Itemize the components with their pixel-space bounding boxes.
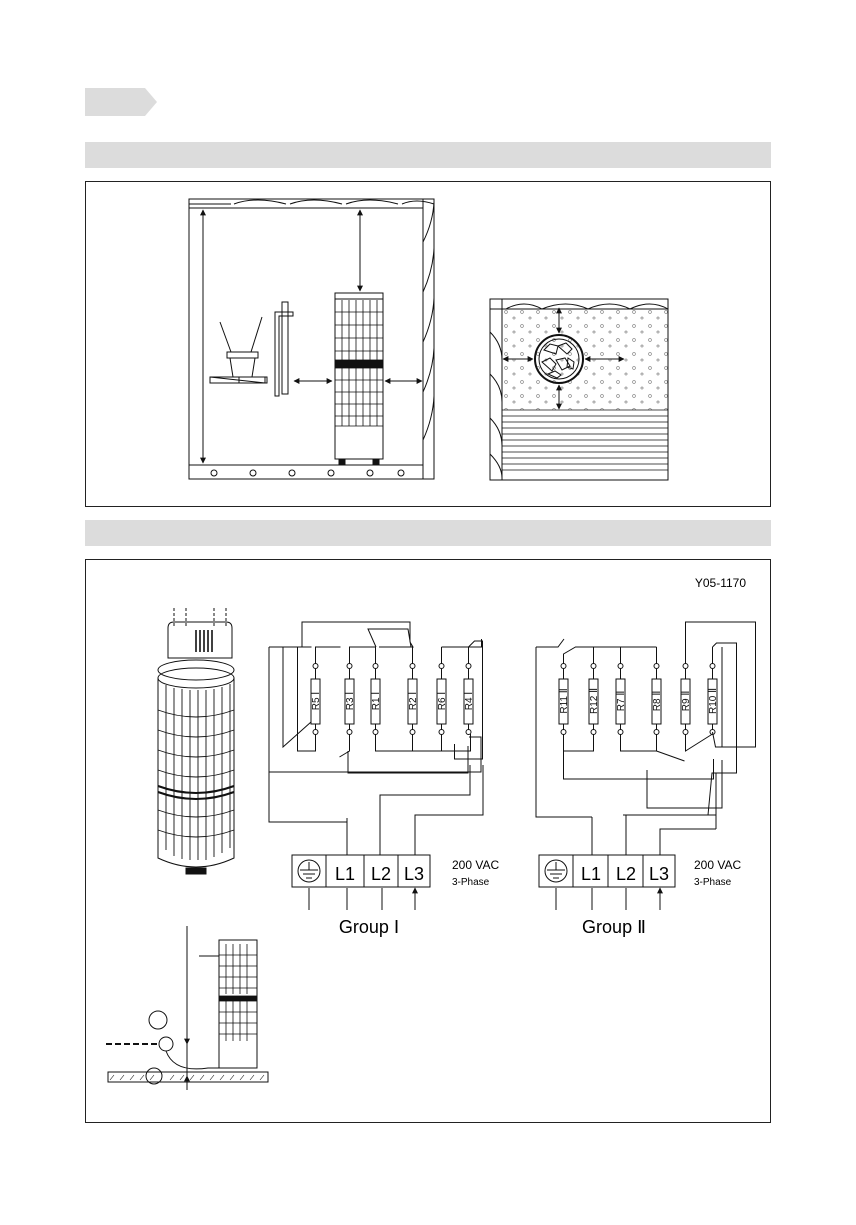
group1-l1-label: L1 bbox=[334, 864, 356, 884]
group1-voltage: 200 VAC bbox=[452, 858, 500, 872]
group2-voltage: 200 VAC bbox=[694, 858, 742, 872]
r8-label: R8 Ⅱ bbox=[652, 690, 663, 712]
group2-l1-label: L1 bbox=[580, 864, 602, 884]
group2-labels bbox=[559, 688, 719, 714]
group2-label: Group Ⅱ bbox=[582, 917, 646, 937]
heater-icon bbox=[335, 293, 383, 464]
group1-l3-label: L3 bbox=[403, 864, 425, 884]
floor-vents bbox=[211, 470, 404, 476]
doc-code: Y05-1170 bbox=[694, 576, 746, 590]
side-view bbox=[189, 199, 434, 479]
r4-label: R4 Ⅰ bbox=[464, 691, 475, 711]
r3-label: R3 Ⅰ bbox=[345, 691, 356, 711]
r2-label: R2 Ⅰ bbox=[408, 691, 419, 711]
group2-l2-label: L2 bbox=[615, 864, 637, 884]
r11-label: R11 Ⅱ bbox=[559, 688, 570, 714]
heater-perspective bbox=[158, 608, 234, 874]
wiring-frame bbox=[85, 559, 771, 1123]
top-view bbox=[490, 299, 668, 480]
floor-planks bbox=[502, 410, 668, 470]
r5-label: R5 Ⅰ bbox=[311, 691, 322, 711]
section-bar-wiring bbox=[85, 520, 771, 546]
bucket-icon bbox=[220, 317, 262, 377]
installation-diagram bbox=[86, 182, 770, 506]
installation-frame bbox=[85, 181, 771, 507]
group1-label: Group Ⅰ bbox=[338, 917, 400, 937]
group2-phase: 3-Phase bbox=[694, 877, 732, 888]
r12-label: R12 Ⅱ bbox=[589, 687, 600, 715]
group2-resistors bbox=[559, 679, 717, 724]
wiring-diagram bbox=[86, 560, 770, 1122]
group1-resistors bbox=[311, 679, 473, 724]
r6-label: R6 Ⅰ bbox=[437, 691, 448, 711]
section-bar-installation bbox=[85, 142, 771, 168]
group2-l3-label: L3 bbox=[648, 864, 670, 884]
group1-phase: 3-Phase bbox=[452, 877, 490, 888]
r7-label: R7 Ⅱ bbox=[616, 690, 627, 712]
ceiling-logs bbox=[189, 200, 434, 208]
group1-l2-label: L2 bbox=[370, 864, 392, 884]
r1-label: R1 Ⅰ bbox=[371, 691, 382, 711]
r9-label: R9 Ⅱ bbox=[681, 690, 692, 712]
r10-label: R10 Ⅱ bbox=[708, 687, 719, 715]
floor-mount-detail bbox=[106, 926, 268, 1090]
group1-labels bbox=[311, 692, 475, 711]
section-tab-marker bbox=[85, 88, 157, 116]
